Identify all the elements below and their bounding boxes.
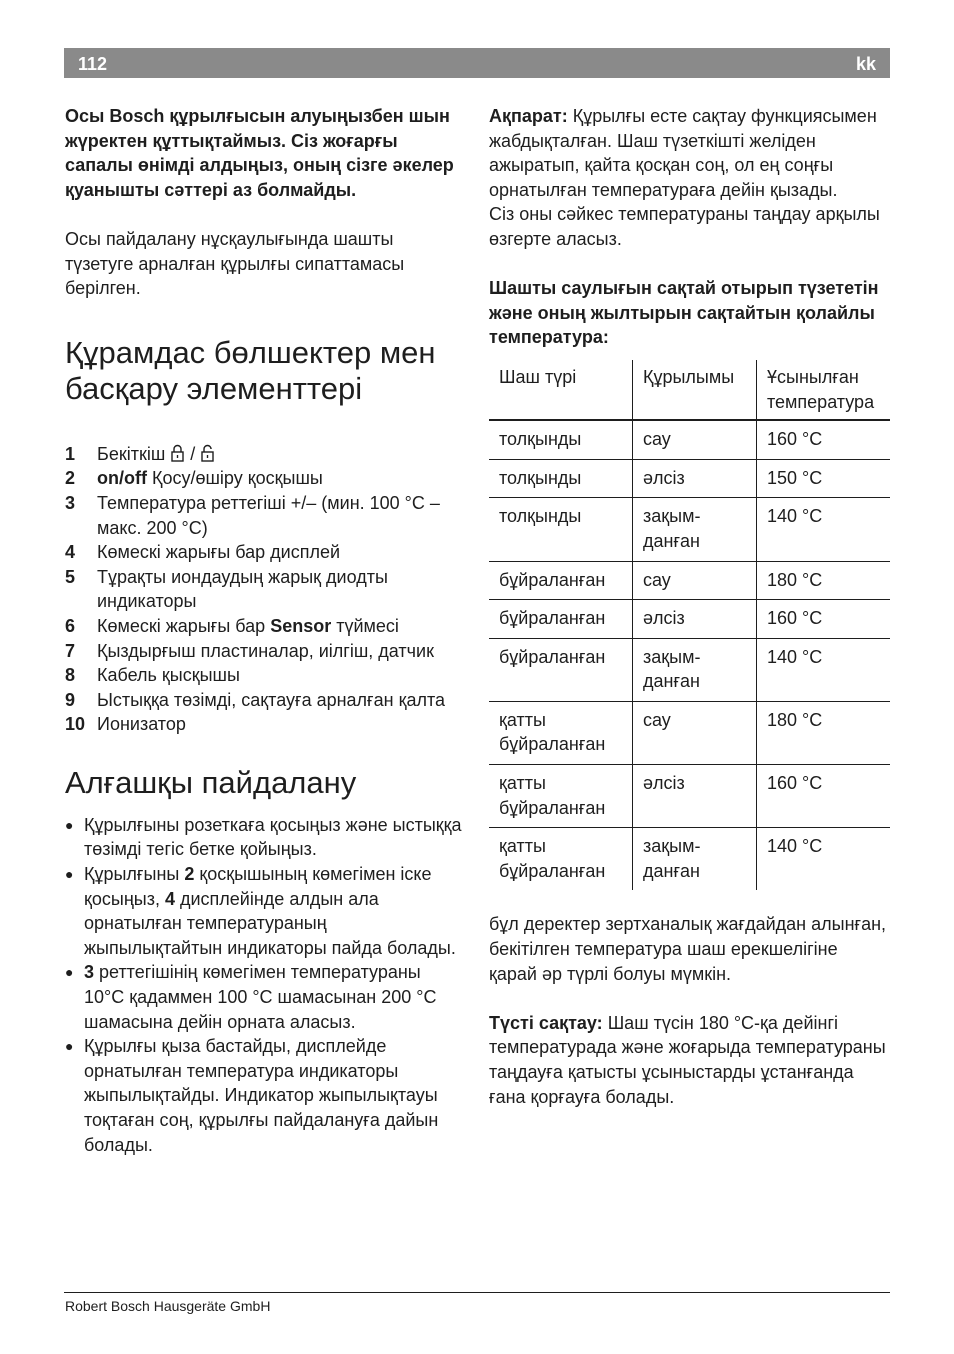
table-cell-type: бұйраланған xyxy=(489,600,633,639)
list-item xyxy=(65,491,465,540)
table-cell-structure: зақым- данған xyxy=(633,638,757,701)
list-item xyxy=(65,862,465,960)
list-item xyxy=(65,663,465,688)
data-note: бұл деректер зертханалық жағдайдан алынған, бекітілген температура шаш ерекшелігіне қарай әр түрлі болуы мүмкін. xyxy=(489,914,887,984)
table-cell-temp: 160 °C xyxy=(757,420,891,459)
header-bar xyxy=(64,48,890,78)
item-text: Қосу/өшіру қосқышы xyxy=(146,468,323,489)
right-column xyxy=(489,104,890,1109)
table-row xyxy=(489,459,890,498)
info-label: Ақпарат: xyxy=(489,106,568,126)
table-cell-structure: сау xyxy=(633,420,757,459)
info-paragraph xyxy=(489,104,890,202)
table-row xyxy=(489,638,890,701)
table-cell-type: бұйраланған xyxy=(489,638,633,701)
table-cell-type: толқынды xyxy=(489,498,633,561)
table-row xyxy=(489,765,890,828)
item-number: 9 xyxy=(65,689,76,710)
table-header-row xyxy=(489,360,890,420)
bullet-bold: 3 xyxy=(84,962,95,983)
table-cell-temp: 180 °C xyxy=(757,701,891,764)
table-row xyxy=(489,561,890,600)
item-text: Температура реттегіші +/– (мин. 100 °C – макс. 200 °C) xyxy=(97,492,440,538)
list-item xyxy=(65,639,465,664)
table-cell-type: толқынды xyxy=(489,420,633,459)
column-header: Құрылымы xyxy=(633,360,757,420)
first-use-list xyxy=(65,813,465,1157)
table-cell-temp: 140 °C xyxy=(757,638,891,701)
intro-description: Осы пайдалану нұсқаулығында шашты түзетуге арналған құрылғы сипаттамасы берілген. xyxy=(65,228,405,299)
table-cell-type: бұйраланған xyxy=(489,561,633,600)
table-cell-temp: 150 °C xyxy=(757,459,891,498)
item-text: Бекіткіш xyxy=(97,443,166,464)
info-text: Құрылғы есте сақтау функциясымен жабдықталған. Шаш түзеткішті желіден ажыратып, қайта қосқан соң, ол ең соңғы орнатылған температураға дейін қызады. xyxy=(489,106,877,200)
list-item xyxy=(65,540,465,565)
footer-company: Robert Bosch Hausgeräte GmbH xyxy=(65,1298,271,1314)
table-cell-structure: әлсіз xyxy=(633,600,757,639)
item-number: 3 xyxy=(65,492,76,513)
table-cell-temp: 140 °C xyxy=(757,498,891,561)
item-text: Тұрақты иондаудың жарық диодты индикаторы xyxy=(97,566,388,612)
table-row xyxy=(489,828,890,891)
item-number: 2 xyxy=(65,468,76,489)
table-cell-type: қатты бұйраланған xyxy=(489,701,633,764)
table-cell-structure: әлсіз xyxy=(633,765,757,828)
item-number: 6 xyxy=(65,615,76,636)
table-cell-temp: 160 °C xyxy=(757,765,891,828)
table-title: Шашты саулығын сақтай отырып түзететін және оның жылтырын сақтайтын қолайлы температура: xyxy=(489,278,879,348)
list-item xyxy=(65,960,465,1034)
bullet-icon: ● xyxy=(65,1038,74,1055)
bullet-text: Құрылғы қыза бастайды, дисплейде орнатылған температура индикаторы жыпылықтайды. Индикатор жыпылықтауы тоқтаған соң, құрылғы пайдалануға дайын болады. xyxy=(84,1036,439,1155)
color-care-label: Түсті сақтау: xyxy=(489,1012,603,1033)
color-care-paragraph xyxy=(489,1011,890,1109)
lock-open-icon xyxy=(201,444,214,462)
lock-separator: / xyxy=(185,443,201,464)
item-number: 5 xyxy=(65,566,76,587)
item-bold: on/off xyxy=(97,468,147,489)
table-cell-type: қатты бұйраланған xyxy=(489,828,633,891)
list-item xyxy=(65,565,465,614)
item-number: 8 xyxy=(65,665,76,686)
column-header: Шаш түрі xyxy=(499,366,577,387)
item-text: Ионизатор xyxy=(97,714,186,735)
table-cell-type: толқынды xyxy=(489,459,633,498)
first-use-heading: Алғашқы пайдалану xyxy=(65,764,357,800)
list-item xyxy=(65,712,465,737)
bullet-bold: 2 xyxy=(184,864,195,885)
table-cell-temp: 140 °C xyxy=(757,828,891,891)
table-cell-structure: зақым- данған xyxy=(633,828,757,891)
table-cell-structure: сау xyxy=(633,701,757,764)
list-item xyxy=(65,466,465,491)
left-column xyxy=(65,104,465,1157)
table-cell-temp: 160 °C xyxy=(757,600,891,639)
table-cell-temp: 180 °C xyxy=(757,561,891,600)
table-row xyxy=(489,600,890,639)
table-row xyxy=(489,701,890,764)
bullet-text: қосқышының көмегімен іске қосыңыз, xyxy=(84,864,432,909)
list-item xyxy=(65,688,465,713)
list-item xyxy=(65,1034,465,1157)
components-heading: Құрамдас бөлшектер мен басқару элементтері xyxy=(65,334,436,406)
components-list xyxy=(65,442,465,737)
lock-closed-icon xyxy=(171,444,184,462)
item-text-after: түймесі xyxy=(331,615,399,636)
table-cell-structure: сау xyxy=(633,561,757,600)
item-number: 4 xyxy=(65,542,76,563)
column-header: Ұсынылған температура xyxy=(757,360,891,420)
page-number: 112 xyxy=(78,54,108,74)
item-text: Көмескі жарығы бар xyxy=(97,615,271,636)
bullet-icon: ● xyxy=(65,816,74,833)
bullet-bold: 4 xyxy=(164,888,175,909)
item-number: 1 xyxy=(65,443,76,464)
intro-greeting: Осы Bosch құрылғысын алуыңызбен шын жүректен құттықтаймыз. Сіз жоғарғы сапалы өнімді алдыңыз, оның сізге әкелер қуанышты сәттері аз болмайды. xyxy=(65,106,454,200)
item-bold: Sensor xyxy=(270,615,332,636)
list-item xyxy=(65,813,465,862)
table-cell-structure: әлсіз xyxy=(633,459,757,498)
item-text: Кабель қысқышы xyxy=(97,665,240,686)
item-text: Көмескі жарығы бар дисплей xyxy=(97,542,341,563)
temperature-table xyxy=(489,360,890,891)
color-care-text: Шаш түсін 180 °C-қа дейінгі температурада және жоғарыда температураны таңдауға қатысты ұсыныстарды ұстанғанда ғана қорғауға болады. xyxy=(489,1012,886,1107)
table-row xyxy=(489,498,890,561)
bullet-icon: ● xyxy=(65,964,74,981)
list-item xyxy=(65,614,465,639)
item-number: 10 xyxy=(65,714,86,735)
info-paragraph-2: Сіз оны сәйкес температураны таңдау арқылы өзгерте аласыз. xyxy=(489,204,880,249)
table-cell-type: қатты бұйраланған xyxy=(489,765,633,828)
list-item xyxy=(65,442,465,467)
table-cell-structure: зақым- данған xyxy=(633,498,757,561)
bullet-text: дисплейінде алдын ала орнатылған температураның жыпылықтайтын индикаторы пайда болады. xyxy=(84,888,456,958)
language-code: kk xyxy=(855,54,876,74)
table-row xyxy=(489,420,890,459)
footer-divider xyxy=(64,1292,890,1293)
bullet-icon: ● xyxy=(65,866,74,883)
item-text: Ыстыққа төзімді, сақтауға арналған қалта xyxy=(97,689,446,710)
bullet-text: Құрылғыны розеткаға қосыңыз және ыстыққа төзімді тегіс бетке қойыңыз. xyxy=(84,814,462,860)
bullet-text: Құрылғыны xyxy=(84,864,185,885)
item-number: 7 xyxy=(65,640,76,661)
bullet-text: реттегішінің көмегімен температураны 10°C қадаммен 100 °C шамасынан 200 °C шамасына дейін орната аласыз. xyxy=(84,962,437,1032)
item-text: Қыздырғыш пластиналар, иілгіш, датчик xyxy=(97,640,434,661)
